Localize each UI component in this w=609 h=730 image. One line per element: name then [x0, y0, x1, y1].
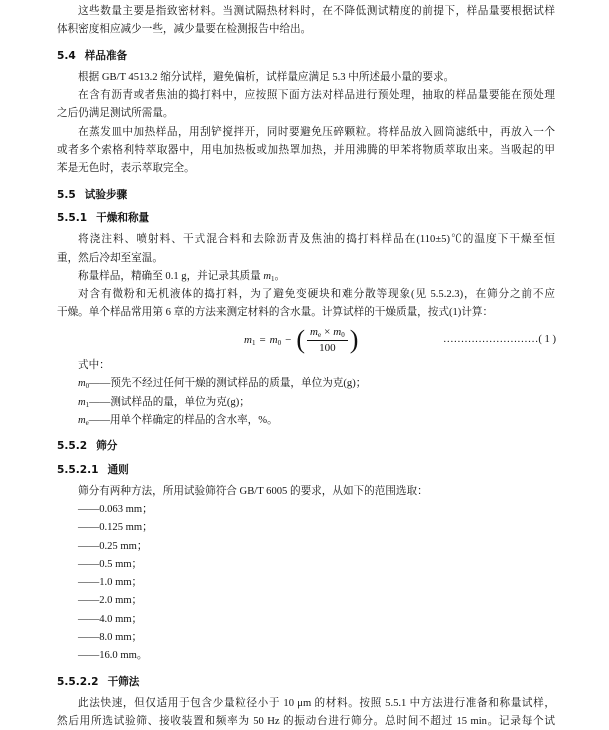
- equation-label: ( 1 ): [538, 334, 556, 345]
- section-5-4-heading: [57, 49, 127, 63]
- mass-subscript: 1: [271, 275, 275, 283]
- sec-5-5-2-2-line-1: 此法快速，但仅适用于包含少量粒径小于 10 μm 的材料。按照 5.5.1 中方法进行准备和称量试样，: [78, 698, 555, 709]
- intro-line-1: 这些数量主要是指致密材料。当测试隔热材料时，在不降低测试精度的前提下，样品量要根据试样: [78, 6, 555, 17]
- mass-variable: m: [263, 271, 272, 282]
- formula-open-paren: (: [296, 325, 306, 354]
- section-5-5-heading: [57, 188, 127, 202]
- sec-5-5-1-dry-line-2: 重，然后冷却至室温。: [57, 253, 163, 264]
- sieve-list-item: ——0.5 mm；: [78, 559, 143, 570]
- formula-close-paren: ): [349, 325, 359, 354]
- sec-5-4-para-3-line-2: 或者多个索格利特萃取器中，用电加热板或加热罩加热，并用沸腾的甲苯将物质萃取出来。当吸起的甲: [57, 145, 555, 156]
- sec-5-4-para-3-line-3: 苯是无色时，表示萃取完全。: [57, 163, 195, 174]
- section-title: 样品准备: [84, 50, 128, 62]
- section-title: 干筛法: [107, 676, 140, 688]
- where-label: 式中：: [78, 360, 110, 371]
- formula-equals: =: [259, 334, 266, 346]
- intro-line-2: 体积密度相应减少一些，减少量要在检测报告中给出。: [57, 24, 312, 35]
- section-title: 干燥和称量: [96, 212, 150, 224]
- definition-m1: $m_1——$测试样品的量，单位为克(g)；: [78, 397, 250, 409]
- sec-5-4-para-2-line-1: 在含有沥青或者焦油的捣打料中，应按照下面方法对样品进行预处理，抽取的样品量要能在预处理: [78, 90, 555, 101]
- sec-5-5-1-dry-line-1: 将浇注料、喷射料、干式混合料和去除沥青及焦油的捣打料样品在(110±5)℃的温度下干燥至恒: [78, 234, 555, 245]
- formula-term-m0: $m_0$: [269, 334, 282, 347]
- section-number: 5.5.2: [57, 440, 88, 452]
- section-title: 试验步骤: [84, 189, 128, 201]
- section-5-5-2-1-heading: [57, 463, 129, 477]
- section-5-5-1-heading: [57, 211, 149, 225]
- sieve-list-item: ——1.0 mm；: [78, 577, 143, 588]
- section-number: 5.5.1: [57, 212, 88, 224]
- definition-me: $m_e——$用单个样确定的样品的含水率，%。: [78, 415, 278, 427]
- sieve-list-item: ——4.0 mm；: [78, 614, 143, 625]
- definition-m0: $m_0——$预先不经过任何干燥的测试样品的质量，单位为克(g)；: [78, 378, 367, 390]
- section-5-5-2-2-heading: [57, 675, 139, 689]
- formula-minus: −: [285, 334, 292, 346]
- sieve-list-item: ——8.0 mm；: [78, 632, 143, 643]
- sec-5-4-para-2-line-2: 之后仍满足测试所需量。: [57, 108, 174, 119]
- weigh-text: 称量样品，精确至 0.1 g，并记录其质量: [78, 271, 264, 282]
- section-number: 5.4: [57, 50, 76, 62]
- sec-5-5-2-1-intro: 筛分有两种方法，所用试验筛符合 GB/T 6005 的要求，从如下的范围选取：: [78, 486, 428, 497]
- fraction-numerator: $m_e \times m_0$: [307, 326, 348, 341]
- sieve-list-item: ——16.0 mm。: [78, 650, 148, 661]
- sieve-list-item: ——2.0 mm；: [78, 595, 143, 606]
- section-5-5-2-heading: [57, 439, 117, 453]
- formula-fraction: [307, 326, 348, 355]
- equation-number: [420, 333, 556, 347]
- sieve-list-item: ——0.063 mm；: [78, 504, 153, 515]
- fraction-denominator: 100: [319, 341, 336, 354]
- weigh-text-end: 。: [274, 271, 286, 282]
- sec-5-5-1-moist-line-1: 对含有微粉和无机液体的捣打料，为了避免变硬块和难分散等现象(见 5.5.2.3)，在筛分之前不应: [78, 289, 555, 300]
- section-title: 筛分: [96, 440, 118, 452]
- sieve-list-item: ——0.125 mm；: [78, 522, 153, 533]
- sec-5-4-para-3-line-1: 在蒸发皿中加热样品，用刮铲搅拌开，同时要避免压碎颗粒。将样品放入圆筒滤纸中，再放入一个: [78, 127, 555, 138]
- formula-1: [244, 324, 359, 356]
- sec-5-5-1-weigh-line: [78, 270, 555, 284]
- sec-5-4-para-1-line-1: 根据 GB/T 4513.2 缩分试样，避免偏析，试样量应满足 5.3 中所述最小量的要求。: [78, 72, 455, 83]
- sieve-list-item: ——0.25 mm；: [78, 541, 148, 552]
- section-number: 5.5.2.1: [57, 464, 99, 476]
- formula-lhs: $m_1$: [244, 334, 256, 347]
- equation-leader: ………………………: [443, 334, 539, 345]
- sec-5-5-1-moist-line-2: 干燥。单个样品常用第 6 章的方法来测定材料的含水量。计算试样的干燥质量，按式(1)计算：: [57, 307, 494, 318]
- section-number: 5.5: [57, 189, 76, 201]
- section-title: 通则: [107, 464, 129, 476]
- section-number: 5.5.2.2: [57, 676, 99, 688]
- sec-5-5-2-2-line-2: 然后用所选试验筛、接收装置和频率为 50 Hz 的振动台进行筛分。总时间不超过 15 min。记录每个试: [57, 716, 555, 727]
